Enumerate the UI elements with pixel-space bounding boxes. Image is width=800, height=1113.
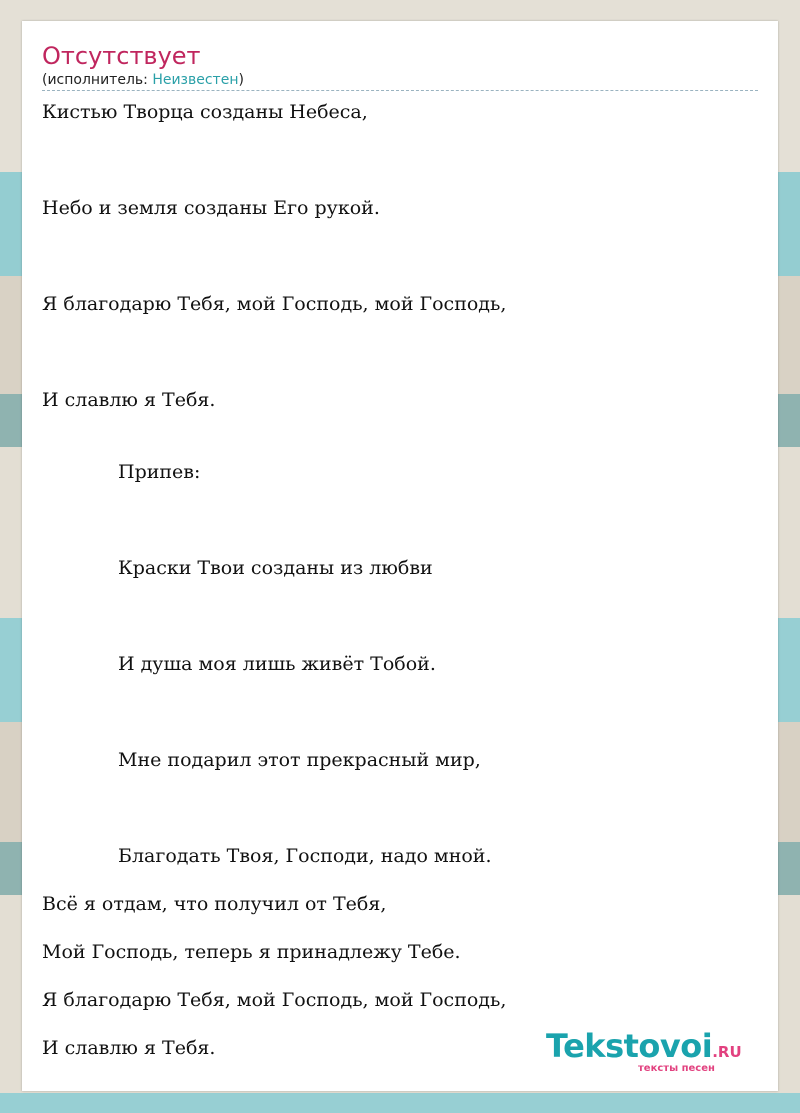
lyric-line: Краски Твои созданы из любви [118, 557, 433, 579]
logo-domain: .RU [712, 1043, 742, 1061]
lyric-line: Кистью Творца созданы Небеса, [42, 101, 368, 123]
lyric-line: Я благодарю Тебя, мой Господь, мой Господь, [42, 293, 507, 315]
lyric-line: Я благодарю Тебя, мой Господь, мой Господь, [42, 989, 507, 1011]
title-divider [42, 90, 758, 91]
artist-link[interactable]: Неизвестен [152, 72, 239, 88]
chorus-label: Припев: [118, 461, 201, 483]
lyric-line: Мой Господь, теперь я принадлежу Тебе. [42, 941, 461, 963]
logo-text: Tekstovoi [546, 1027, 713, 1065]
lyric-line: И славлю я Тебя. [42, 1037, 216, 1059]
lyric-line: Небо и земля созданы Его рукой. [42, 197, 380, 219]
artist-suffix: ) [238, 72, 244, 88]
logo-tagline: тексты песен [638, 1063, 715, 1074]
artist-prefix: (исполнитель: [42, 72, 153, 88]
lyric-line: Благодать Твоя, Господи, надо мной. [118, 845, 492, 867]
lyric-line: Всё я отдам, что получил от Тебя, [42, 893, 387, 915]
lyric-line: И душа моя лишь живёт Тобой. [118, 653, 436, 675]
lyric-line: И славлю я Тебя. [42, 389, 216, 411]
artist-line [42, 71, 244, 89]
song-title: Отсутствует [42, 42, 201, 70]
lyrics-sheet [22, 21, 778, 1091]
tekstovoi-logo[interactable] [546, 1027, 742, 1074]
lyric-line: Мне подарил этот прекрасный мир, [118, 749, 481, 771]
